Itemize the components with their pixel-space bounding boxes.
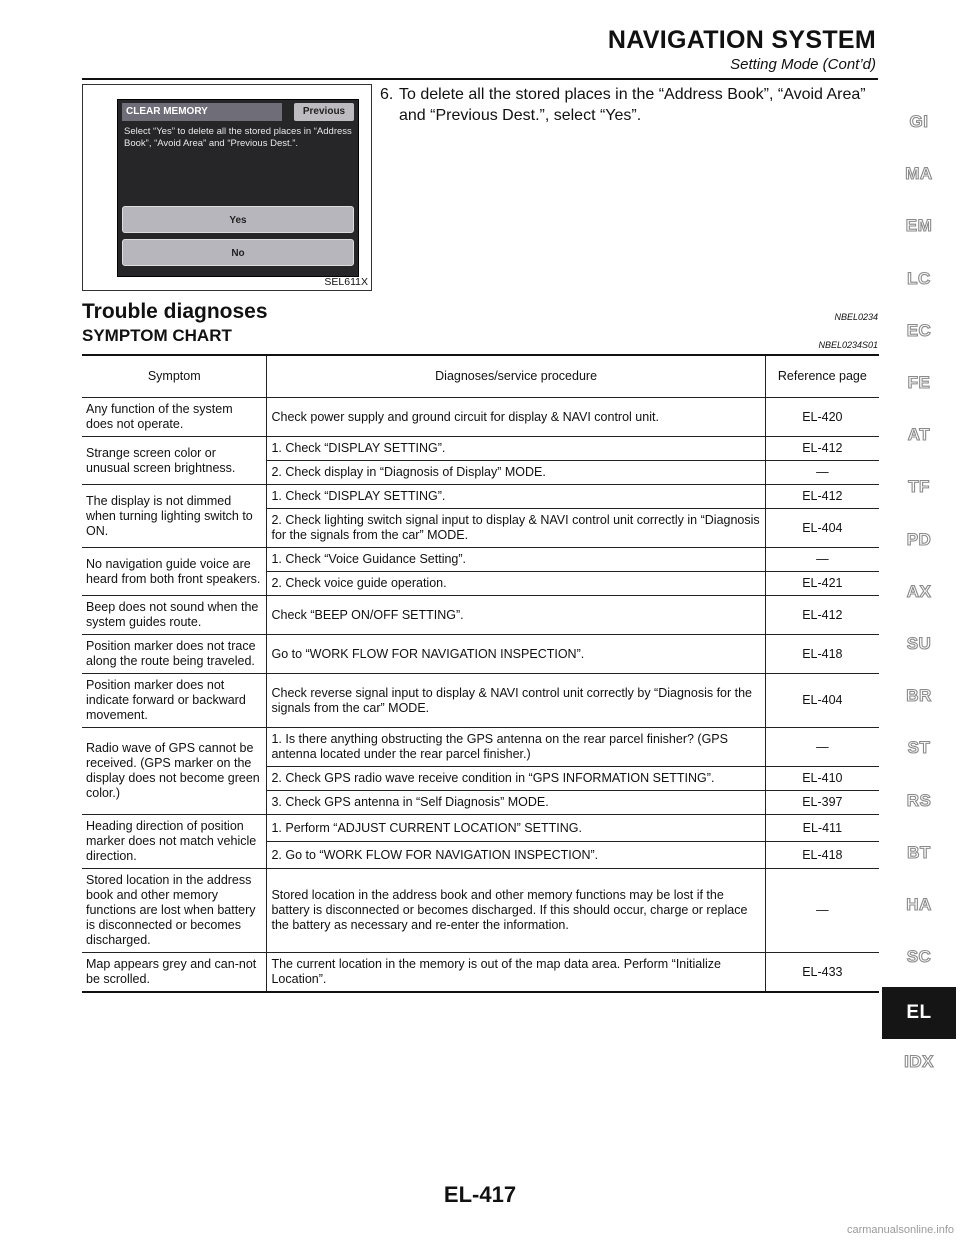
procedure-cell: 2. Check GPS radio wave receive condition in “GPS INFORMATION SETTING”. (267, 767, 765, 791)
screen-no-button: No (122, 239, 354, 266)
table-header-row (82, 355, 879, 398)
page-header (0, 0, 878, 82)
reference-cell: — (765, 728, 879, 767)
section-ref: NBEL0234 (834, 312, 878, 322)
procedure-cell: 2. Go to “WORK FLOW FOR NAVIGATION INSPECTION”. (267, 842, 765, 869)
reference-cell: EL-412 (765, 596, 879, 635)
procedure-cell: Stored location in the address book and other memory functions may be lost if the battery is disconnected or becomes discharged. If this should occur, charge or replace the battery as necessary and re-enter the information. (267, 869, 765, 953)
screen-yes-button: Yes (122, 206, 354, 233)
symptom-cell: No navigation guide voice are heard from both front speakers. (82, 548, 267, 596)
symptom-cell: Radio wave of GPS cannot be received. (GPS marker on the display does not become green color.) (82, 728, 267, 815)
symptom-cell: Heading direction of position marker does not match vehicle direction. (82, 815, 267, 869)
nav-screen-image (117, 99, 359, 277)
section-tab-rs: RS (906, 790, 932, 810)
procedure-cell: 3. Check GPS antenna in “Self Diagnosis” MODE. (267, 791, 765, 815)
header-subtitle: Setting Mode (Cont’d) (730, 56, 876, 73)
table-row (82, 635, 879, 674)
section-tab-idx: IDX (904, 1051, 934, 1071)
header-reference: Reference page (765, 355, 879, 398)
step-6 (380, 84, 880, 126)
reference-cell: EL-412 (765, 437, 879, 461)
reference-cell: — (765, 461, 879, 485)
header-title: NAVIGATION SYSTEM (607, 26, 876, 54)
header-procedure: Diagnoses/service procedure (267, 355, 765, 398)
reference-cell: EL-404 (765, 509, 879, 548)
procedure-cell: 2. Check display in “Diagnosis of Display” MODE. (267, 461, 765, 485)
section-tab-ax: AX (906, 581, 932, 601)
procedure-cell: Check “BEEP ON/OFF SETTING”. (267, 596, 765, 635)
figure-label: SEL611X (324, 276, 368, 288)
table-row (82, 728, 879, 767)
table-row (82, 674, 879, 728)
section-tab-st: ST (907, 738, 931, 758)
section-tab-fe: FE (907, 373, 931, 392)
section-tab-ma: MA (905, 164, 933, 184)
table-row (82, 596, 879, 635)
procedure-cell: 1. Check “Voice Guidance Setting”. (267, 548, 765, 572)
section-tab-tf: TF (908, 477, 930, 497)
procedure-cell: 1. Check “DISPLAY SETTING”. (267, 437, 765, 461)
reference-cell: EL-421 (765, 572, 879, 596)
symptom-cell: Beep does not sound when the system guides route. (82, 596, 267, 635)
procedure-cell: The current location in the memory is out of the map data area. Perform “Initialize Location”. (267, 953, 765, 993)
procedure-cell: Go to “WORK FLOW FOR NAVIGATION INSPECTION”. (267, 635, 765, 674)
procedure-cell: 1. Is there anything obstructing the GPS antenna on the rear parcel finisher? (GPS antenna located under the rear parcel finisher.) (267, 728, 765, 767)
table-row (82, 869, 879, 953)
section-tab-el: EL (882, 987, 956, 1039)
symptom-cell: Strange screen color or unusual screen brightness. (82, 437, 267, 485)
table-row (82, 398, 879, 437)
section-tab-ec: EC (906, 320, 932, 340)
reference-cell: EL-412 (765, 485, 879, 509)
reference-cell: — (765, 869, 879, 953)
section-tab-ha: HA (906, 895, 932, 914)
procedure-cell: 2. Check voice guide operation. (267, 572, 765, 596)
reference-cell: EL-433 (765, 953, 879, 993)
symptom-cell: Position marker does not trace along the route being traveled. (82, 635, 267, 674)
step-number: 6. (380, 86, 394, 103)
figure-clear-memory (82, 84, 372, 291)
section-tab-at: AT (907, 425, 931, 445)
table-row (82, 437, 879, 461)
reference-cell: — (765, 548, 879, 572)
screen-title: CLEAR MEMORY (122, 103, 282, 121)
table-row (82, 548, 879, 572)
procedure-cell: 1. Perform “ADJUST CURRENT LOCATION” SETTING. (267, 815, 765, 842)
table-row (82, 953, 879, 993)
subsection-title: SYMPTOM CHART (82, 326, 232, 345)
procedure-cell: 1. Check “DISPLAY SETTING”. (267, 485, 765, 509)
table-row (82, 485, 879, 509)
screen-previous-button: Previous (294, 103, 354, 121)
step-text: To delete all the stored places in the “Address Book”, “Avoid Area” and “Previous Dest.”, select “Yes”. (399, 86, 866, 124)
procedure-cell: 2. Check lighting switch signal input to display & NAVI control unit correctly in “Diagnosis for the signals from the car” MODE. (267, 509, 765, 548)
section-tab-lc: LC (907, 268, 931, 288)
header-rule (82, 78, 878, 80)
reference-cell: EL-404 (765, 674, 879, 728)
symptom-cell: Stored location in the address book and other memory functions are lost when battery is disconnected or becomes discharged. (82, 869, 267, 953)
section-tab-su: SU (906, 634, 932, 653)
reference-cell: EL-411 (765, 815, 879, 842)
section-tab-bt: BT (907, 842, 931, 862)
section-title: Trouble diagnoses (82, 300, 268, 323)
section-tab-gi: GI (909, 112, 929, 131)
page-number: EL-417 (443, 1182, 517, 1207)
reference-cell: EL-410 (765, 767, 879, 791)
reference-cell: EL-418 (765, 842, 879, 869)
symptom-chart-table (82, 354, 879, 993)
section-tab-pd: PD (906, 529, 932, 549)
reference-cell: EL-418 (765, 635, 879, 674)
symptom-cell: The display is not dimmed when turning lighting switch to ON. (82, 485, 267, 548)
subsection-ref: NBEL0234S01 (818, 340, 878, 350)
reference-cell: EL-420 (765, 398, 879, 437)
screen-message: Select “Yes” to delete all the stored places in “Address Book”, “Avoid Area” and “Previous Dest.”. (124, 126, 352, 149)
symptom-cell: Position marker does not indicate forward or backward movement. (82, 674, 267, 728)
section-tab-br: BR (906, 686, 932, 706)
section-tab-em: EM (905, 216, 933, 236)
table-row (82, 815, 879, 842)
watermark: carmanualsonline.info (846, 1224, 954, 1236)
reference-cell: EL-397 (765, 791, 879, 815)
procedure-cell: Check reverse signal input to display & NAVI control unit correctly by “Diagnosis for the signals from the car” MODE. (267, 674, 765, 728)
section-tab-sc: SC (906, 947, 932, 967)
symptom-cell: Any function of the system does not operate. (82, 398, 267, 437)
header-symptom: Symptom (82, 355, 267, 398)
symptom-cell: Map appears grey and can-not be scrolled. (82, 953, 267, 993)
procedure-cell: Check power supply and ground circuit for display & NAVI control unit. (267, 398, 765, 437)
